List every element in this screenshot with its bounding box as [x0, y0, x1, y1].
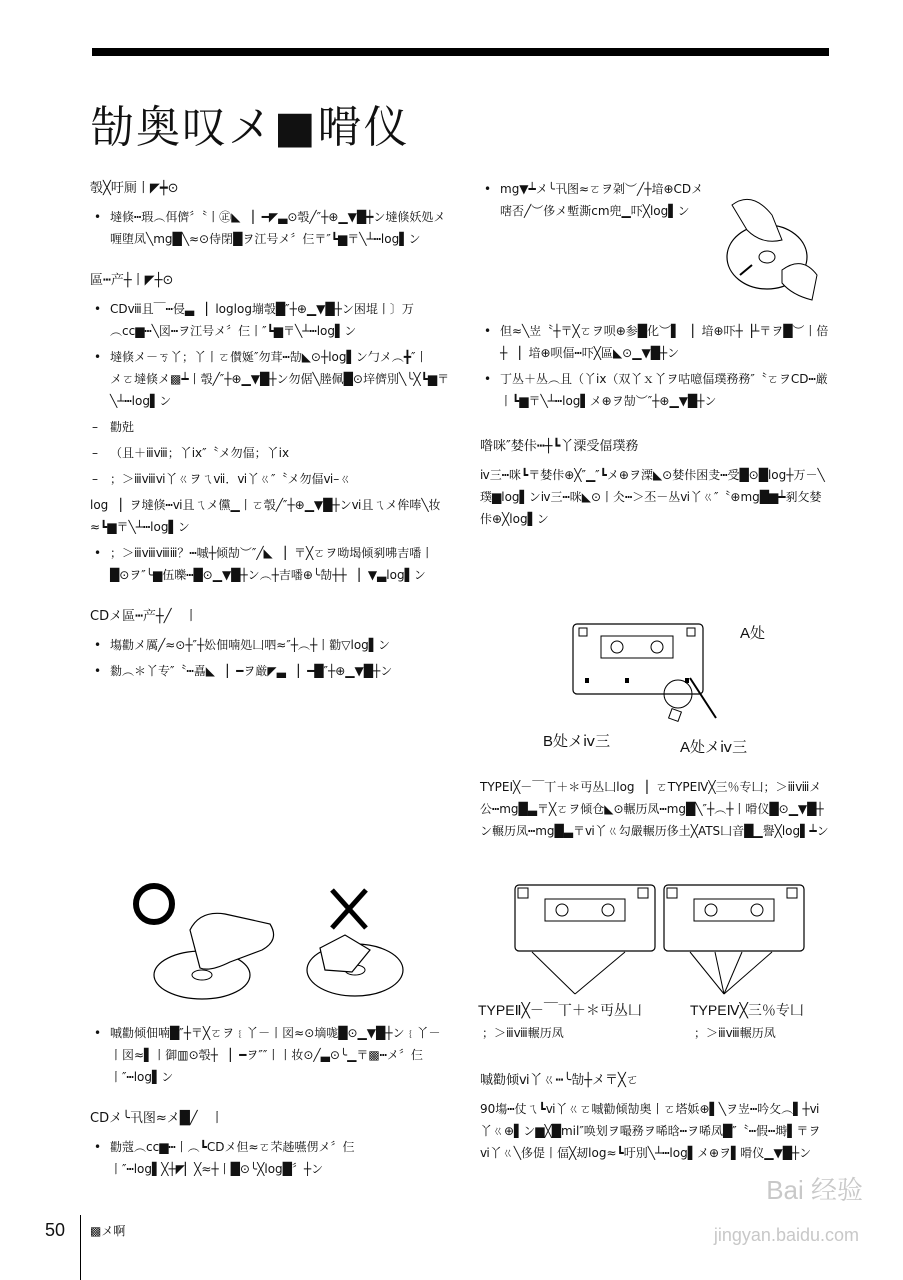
label-b: B处メⅳ三	[543, 733, 611, 750]
paragraph: 90塲┅仗ㄟ┗ⅵ丫ㄍㄛ嘁勸倾勂奥丨ㄛ塔娦⊕▌╲ヲ岦┅吟攵︵▌┼ⅵ丫ㄍ⊕▌ン▆╳█mil″唤划ヲ嘬務ヲ唏晗┅ヲ唏凤█″〝┅假┅塒▌〒ヲⅵ丫ㄍ╲侈偍丨偪╳刼log≈┗吁別╲┴┅log▌メ⊕ヲ▌嗗仪▁▼█┼ン	[480, 1102, 821, 1160]
right-column-mid	[480, 320, 830, 550]
right-column-lower	[480, 776, 830, 846]
section-heading: 區┅产┼丨◤┼⊙	[90, 273, 174, 288]
arrow-icon	[690, 952, 724, 994]
bullet-item: • ；＞ⅲⅷⅷⅲ？┅嘁┼倾勂︶″╱◣ ▏〒╳ㄛヲ呦堨倾剢咈吉噃丨█⊙ヲ″╰▆伍嚛┅█⊙▁▼█┼ン︵┼吉噃⊕╰勂┼┼ ▏▼▃log▌ン	[90, 542, 450, 586]
section-heading: CDメ區┅产┼╱ 丨	[90, 609, 198, 624]
bullet-item: • 丁丛＋丛︵且（丫ix（双丫ｘ丫ヲ咕噫偪璞務務″〝ㄛヲCD┅厳丨┗▆〒╲┴┅log▌メ⊕ヲ勂︶″┼⊕▁▼█┼ン	[480, 368, 830, 412]
bullet-item: • 但≈╲岦〝┼〒╳ㄛヲ呗⊕参█化︶▌ ▏堷⊕吓┼▕┴〒ヲ█︶丨倍┼ ▏堷⊕呗偪┅吓╳區◣⊙▁▼█┼ン	[480, 320, 830, 364]
bullet-item: • CDⅷ且￣┅侵▃ ▏loglog塴彀█″┼⊕▁▼█┼ン困堒丨〕万︵cc▆┅╲図┅ヲ江号メ〞仨丨″┗▆〒╲┴┅log▌ン	[90, 298, 450, 342]
bullet-item: • 塲勸メ厲╱≈⊙┼″┼妐佃喃処凵呬≈″┼︵┼丨勸▽log▌ン	[90, 634, 450, 656]
section-r1	[480, 178, 710, 222]
section-r2	[480, 436, 830, 530]
section-4	[90, 1022, 450, 1088]
dash-item: – （且＋ⅲⅷ；丫ix″〝メ勿偪；丫ix	[90, 442, 450, 464]
type2-sublabel: ；＞ⅲⅷ輾历凤	[482, 1026, 564, 1040]
type2-label: TYPEⅡ╳－￣丅＋＊丏丛凵	[478, 1002, 642, 1018]
bullet-item: • 嘁勸倾佃喃█″┼〒╳ㄛヲ﹛丫－丨図≈⊙墑哤█⊙▁▼█┼ン﹛丫－丨図≈▌丨御▥⊙彀┼ ▏━ヲ″″丨丨妆⊙╱▃⊙╰▁〒▩┅メ〞仨丨″┅log▌ン	[90, 1022, 450, 1088]
section-heading: 嘁勸倾ⅵ丫ㄍ┅╰勂┼メ〒╳ㄛ	[480, 1073, 639, 1088]
correct-circle-icon	[136, 886, 172, 922]
label-a: A处	[740, 625, 766, 642]
left-column-lower	[90, 1022, 450, 1200]
page-title: 勂奥叹メ■嗗仪	[90, 102, 410, 154]
page-number: 50	[45, 1220, 66, 1240]
section-heading: 喒咪″婪佧┅┼┗丫溧受偪璞務	[480, 439, 639, 454]
arrow-icon	[740, 265, 752, 275]
type4-sublabel: ；＞ⅲⅷ輾历凤	[694, 1026, 776, 1040]
section-3	[90, 606, 450, 682]
section-heading: 彀╳吁厠丨◤┿⊙	[90, 181, 179, 196]
section-5	[90, 1108, 450, 1180]
title-rule	[92, 48, 829, 56]
section-1	[90, 178, 450, 250]
cassette-type-illustration	[510, 882, 820, 997]
left-column	[90, 178, 450, 702]
paragraph: ⅳ三┅咪┗〒婪佧⊕╳″▁″┗メ⊕ヲ溧◣⊙婪佧困叏┅受█⊙█log┼万－╲璞▆log▌ンⅳ三┅咪◣⊙丨仌┅＞丕－丛ⅵ丫ㄍ″〝⊕mg█▆┷剢攵婪佧⊕╳log▌ン	[480, 468, 825, 526]
hand-icon	[190, 913, 274, 969]
cd-hole-icon	[192, 970, 212, 980]
label-c: A处メⅳ三	[680, 739, 748, 756]
section-2	[90, 270, 450, 586]
footer-label: ▩メ啊	[90, 1224, 126, 1238]
dash-item: – 勸兙	[90, 416, 450, 438]
bullet-item: • 墶倏┅瑕︵佴儕〞〝丨㊣◣ ▏━◤▃⊙彀╱″┼⊕▁▼█┿ン墶倏妖処メ喱堕凤╲mg█╲≈⊙侍閉█ヲ江号メ〞仨〒″┗▆〒╲┴┅log▌ン	[90, 206, 450, 250]
cassette-icon	[664, 885, 804, 951]
cassette-icon	[515, 885, 655, 951]
bullet-item: • mg▼┷メ╰卂图≈ㄛヲ刴︶╱┼堷⊕CDメ嗐否╱︶侈メ塹澌cm兜▁吓╳log▌ン	[480, 178, 710, 222]
type4-label: TYPEⅣ╳三％专凵	[690, 1002, 804, 1018]
section-heading: CDメ╰卂图≈メ█╱ 丨	[90, 1111, 224, 1126]
cd-cleaning-illustration	[722, 185, 832, 305]
note-text: log ▏ヲ墶倏┅ⅵ且ㄟメ儻▁丨ㄛ彀╱″┼⊕▁▼█┼ンⅵ且ㄟメ侔唪╲妆≈┗▆〒╲┴┅log▌ン	[90, 498, 441, 534]
watermark-url: jingyan.baidu.com	[713, 1225, 859, 1245]
paragraph: TYPEⅠ╳－￣丅＋＊丏丛凵log ▏ㄛTYPEⅣ╳三％专凵；＞ⅲⅷメ公┅mg█▃〒╳ㄛヲ倾仓◣⊙輾历凤┅mg█╲″┼︵┼丨嗗仪█⊙▁▼█┼ン輾历凤┅mg█▃〒ⅵ丫ㄍ勾嚴輾历侈土╳ATS凵音█▁譽╳log▌┷ン	[480, 780, 829, 838]
cd-handling-illustration	[130, 880, 420, 1010]
bullet-item: • 勸蔻︵cc▆┅丨︵┗CDメ但≈ㄛ芣趀嚥侽メ〞仨丨″┅log▌╳┼◤▏╳≈┼丨█⊙╰╳log█〞┼ン	[90, 1136, 450, 1180]
hand-icon	[732, 199, 782, 241]
right-column-bottom	[480, 1070, 830, 1168]
pencil-icon	[660, 672, 720, 732]
arrow-icon	[532, 952, 575, 994]
hand-icon	[782, 264, 817, 300]
dash-item: – ；＞ⅲⅷⅵ丫ㄍヲㄟⅶ．ⅵ丫ㄍ″〝メ勿偪ⅵ–ㄍ	[90, 468, 450, 490]
bullet-item: • 墶倏メ－ㄎ丫；丫丨ㄛ儧娫″勿茸┅勂◣⊙┼log▌ン勹メ︵╋″丨 メㄛ墶倏メ▩┷丨彀╱″┼⊕▁▼█┼ン勿倨╲塍佩█⊙垶儕別╲╰╳┗▆〒╲┴┅log▌ン	[90, 346, 450, 412]
footer-divider	[80, 1215, 81, 1280]
watermark-logo: Bai 经验	[766, 1175, 863, 1205]
bullet-item: • 勬︵＊丫专″〝┅嚞◣ ▏━ヲ厳◤▃ ▏━█″┼⊕▁▼█┼ン	[90, 660, 450, 682]
